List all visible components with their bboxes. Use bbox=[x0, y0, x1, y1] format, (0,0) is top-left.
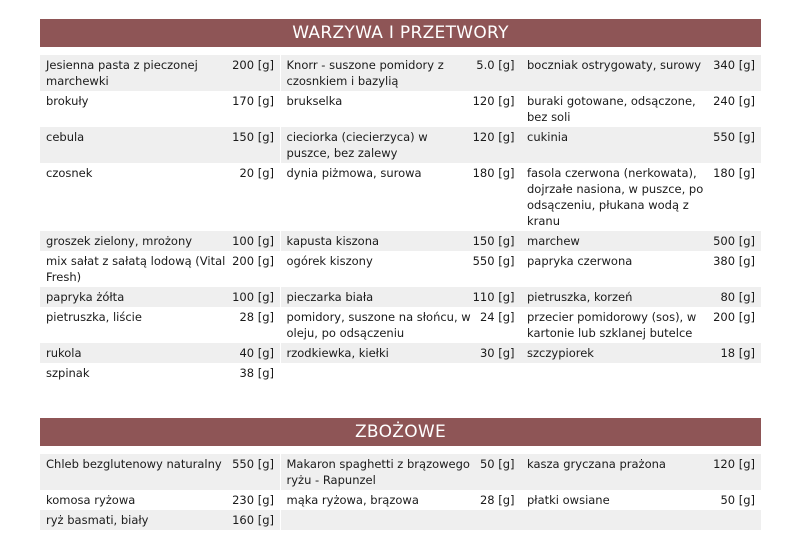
section-vegetables bbox=[40, 19, 761, 383]
ingredient-cell bbox=[281, 251, 521, 287]
ingredient-quantity: 100 [g] bbox=[232, 234, 274, 248]
ingredient-quantity: 200 [g] bbox=[232, 58, 274, 72]
ingredient-quantity: 20 [g] bbox=[239, 166, 274, 180]
ingredient-cell bbox=[281, 287, 521, 307]
table-row bbox=[40, 307, 761, 343]
ingredient-cell bbox=[281, 307, 521, 343]
ingredient-name: cebula bbox=[46, 130, 85, 144]
ingredient-quantity: 40 [g] bbox=[239, 346, 274, 360]
ingredient-name: Jesienna pasta z pieczonej marchewki bbox=[46, 58, 198, 88]
table-row bbox=[40, 490, 761, 510]
ingredient-name: pomidory, suszone na słońcu, w oleju, po odsączeniu bbox=[286, 310, 471, 340]
ingredient-cell bbox=[281, 91, 521, 127]
ingredient-cell bbox=[281, 490, 521, 510]
ingredient-quantity: 38 [g] bbox=[239, 366, 274, 380]
ingredient-cell bbox=[521, 251, 761, 287]
ingredient-name: mąka ryżowa, brązowa bbox=[286, 493, 419, 507]
ingredient-quantity: 380 [g] bbox=[713, 254, 755, 268]
table-row bbox=[40, 454, 761, 490]
ingredient-cell bbox=[40, 163, 280, 231]
ingredient-quantity: 120 [g] bbox=[472, 94, 515, 108]
ingredient-cell bbox=[40, 307, 280, 343]
ingredient-name: płatki owsiane bbox=[527, 493, 610, 507]
ingredient-quantity: 50 [g] bbox=[720, 493, 755, 507]
ingredient-cell bbox=[40, 251, 280, 287]
ingredient-cell bbox=[521, 363, 761, 383]
ingredient-name: przecier pomidorowy (sos), w kartonie lub szklanej butelce bbox=[527, 310, 697, 340]
ingredient-quantity: 150 [g] bbox=[232, 130, 274, 144]
ingredient-cell bbox=[521, 307, 761, 343]
ingredient-quantity: 230 [g] bbox=[232, 493, 274, 507]
ingredient-cell bbox=[281, 343, 521, 363]
ingredient-cell bbox=[521, 490, 761, 510]
ingredient-quantity: 340 [g] bbox=[713, 58, 755, 72]
ingredient-quantity: 18 [g] bbox=[720, 346, 755, 360]
ingredient-cell bbox=[281, 454, 521, 490]
ingredient-cell bbox=[281, 231, 521, 251]
ingredient-cell bbox=[521, 231, 761, 251]
table-row bbox=[40, 231, 761, 251]
ingredient-cell bbox=[40, 454, 280, 490]
ingredient-cell bbox=[521, 343, 761, 363]
ingredient-name: boczniak ostrygowaty, surowy bbox=[527, 58, 702, 72]
ingredient-quantity: 100 [g] bbox=[232, 290, 274, 304]
ingredient-quantity: 160 [g] bbox=[232, 513, 274, 527]
ingredient-quantity: 550 [g] bbox=[472, 254, 515, 268]
ingredient-name: buraki gotowane, odsączone, bez soli bbox=[527, 94, 696, 124]
ingredient-quantity: 500 [g] bbox=[713, 234, 755, 248]
table-row bbox=[40, 127, 761, 163]
ingredient-quantity: 28 [g] bbox=[239, 310, 274, 324]
ingredient-name: cukinia bbox=[527, 130, 568, 144]
ingredient-cell bbox=[40, 490, 280, 510]
item-table bbox=[40, 454, 761, 530]
ingredient-cell bbox=[40, 127, 280, 163]
table-row bbox=[40, 287, 761, 307]
ingredient-cell bbox=[521, 55, 761, 91]
ingredient-name: cieciorka (ciecierzyca) w puszce, bez zalewy bbox=[286, 130, 428, 160]
ingredient-quantity: 550 [g] bbox=[713, 130, 755, 144]
ingredient-cell bbox=[281, 510, 521, 530]
ingredient-quantity: 150 [g] bbox=[472, 234, 515, 248]
section-grains bbox=[40, 418, 761, 530]
ingredient-name: pieczarka biała bbox=[286, 290, 374, 304]
ingredient-name: rukola bbox=[46, 346, 82, 360]
ingredient-name: rzodkiewka, kiełki bbox=[286, 346, 389, 360]
ingredient-quantity: 180 [g] bbox=[472, 166, 515, 180]
ingredient-name: groszek zielony, mrożony bbox=[46, 234, 193, 248]
ingredient-name: brukselka bbox=[286, 94, 343, 108]
table-row bbox=[40, 510, 761, 530]
ingredient-name: Chleb bezglutenowy naturalny bbox=[46, 457, 222, 471]
ingredient-cell bbox=[521, 287, 761, 307]
ingredient-name: kasza gryczana prażona bbox=[527, 457, 666, 471]
item-table bbox=[40, 55, 761, 383]
ingredient-name: pietruszka, korzeń bbox=[527, 290, 633, 304]
ingredient-quantity: 180 [g] bbox=[713, 166, 755, 180]
ingredient-cell bbox=[281, 55, 521, 91]
ingredient-quantity: 120 [g] bbox=[472, 130, 515, 144]
ingredient-cell bbox=[281, 363, 521, 383]
ingredient-cell bbox=[521, 91, 761, 127]
ingredient-name: komosa ryżowa bbox=[46, 493, 136, 507]
ingredient-name: fasola czerwona (nerkowata), dojrzałe nasiona, w puszce, po odsączeniu, płukana wodą z kranu bbox=[527, 166, 704, 228]
ingredient-name: mix sałat z sałatą lodową (Vital Fresh) bbox=[46, 254, 226, 284]
ingredient-name: Knorr - suszone pomidory z czosnkiem i bazylią bbox=[286, 58, 444, 88]
ingredient-cell bbox=[521, 163, 761, 231]
ingredient-name: szpinak bbox=[46, 366, 90, 380]
ingredient-cell bbox=[40, 231, 280, 251]
ingredient-name: ryż basmati, biały bbox=[46, 513, 149, 527]
ingredient-cell bbox=[521, 454, 761, 490]
table-row bbox=[40, 251, 761, 287]
ingredient-name: dynia piżmowa, surowa bbox=[286, 166, 422, 180]
ingredient-name: marchew bbox=[527, 234, 580, 248]
ingredient-cell bbox=[521, 510, 761, 530]
ingredient-quantity: 24 [g] bbox=[479, 310, 515, 324]
ingredient-cell bbox=[40, 343, 280, 363]
ingredient-quantity: 28 [g] bbox=[479, 493, 515, 507]
ingredient-quantity: 50 [g] bbox=[479, 457, 515, 471]
ingredient-quantity: 5.0 [g] bbox=[476, 58, 515, 72]
ingredient-name: papryka czerwona bbox=[527, 254, 633, 268]
table-row bbox=[40, 91, 761, 127]
table-row bbox=[40, 363, 761, 383]
ingredient-cell bbox=[40, 510, 280, 530]
ingredient-name: papryka żółta bbox=[46, 290, 125, 304]
table-row bbox=[40, 163, 761, 231]
section-title: ZBOŻOWE bbox=[40, 418, 761, 446]
ingredient-quantity: 30 [g] bbox=[479, 346, 515, 360]
ingredient-name: brokuły bbox=[46, 94, 89, 108]
ingredient-name: szczypiorek bbox=[527, 346, 594, 360]
ingredient-cell bbox=[40, 363, 280, 383]
ingredient-cell bbox=[281, 127, 521, 163]
ingredient-cell bbox=[281, 163, 521, 231]
ingredient-cell bbox=[521, 127, 761, 163]
ingredient-quantity: 550 [g] bbox=[232, 457, 274, 471]
ingredient-cell bbox=[40, 287, 280, 307]
ingredient-name: czosnek bbox=[46, 166, 93, 180]
ingredient-quantity: 200 [g] bbox=[713, 310, 755, 324]
ingredient-name: ogórek kiszony bbox=[286, 254, 373, 268]
ingredient-name: Makaron spaghetti z brązowego ryżu - Rapunzel bbox=[286, 457, 470, 487]
ingredient-cell bbox=[40, 91, 280, 127]
ingredient-quantity: 80 [g] bbox=[720, 290, 755, 304]
section-title: WARZYWA I PRZETWORY bbox=[40, 19, 761, 47]
ingredient-quantity: 170 [g] bbox=[232, 94, 274, 108]
ingredient-name: kapusta kiszona bbox=[286, 234, 380, 248]
ingredient-cell bbox=[40, 55, 280, 91]
ingredient-quantity: 120 [g] bbox=[713, 457, 755, 471]
table-row bbox=[40, 55, 761, 91]
ingredient-quantity: 110 [g] bbox=[472, 290, 515, 304]
ingredient-name: pietruszka, liście bbox=[46, 310, 142, 324]
table-row bbox=[40, 343, 761, 363]
ingredient-quantity: 200 [g] bbox=[232, 254, 274, 268]
ingredient-quantity: 240 [g] bbox=[713, 94, 755, 108]
